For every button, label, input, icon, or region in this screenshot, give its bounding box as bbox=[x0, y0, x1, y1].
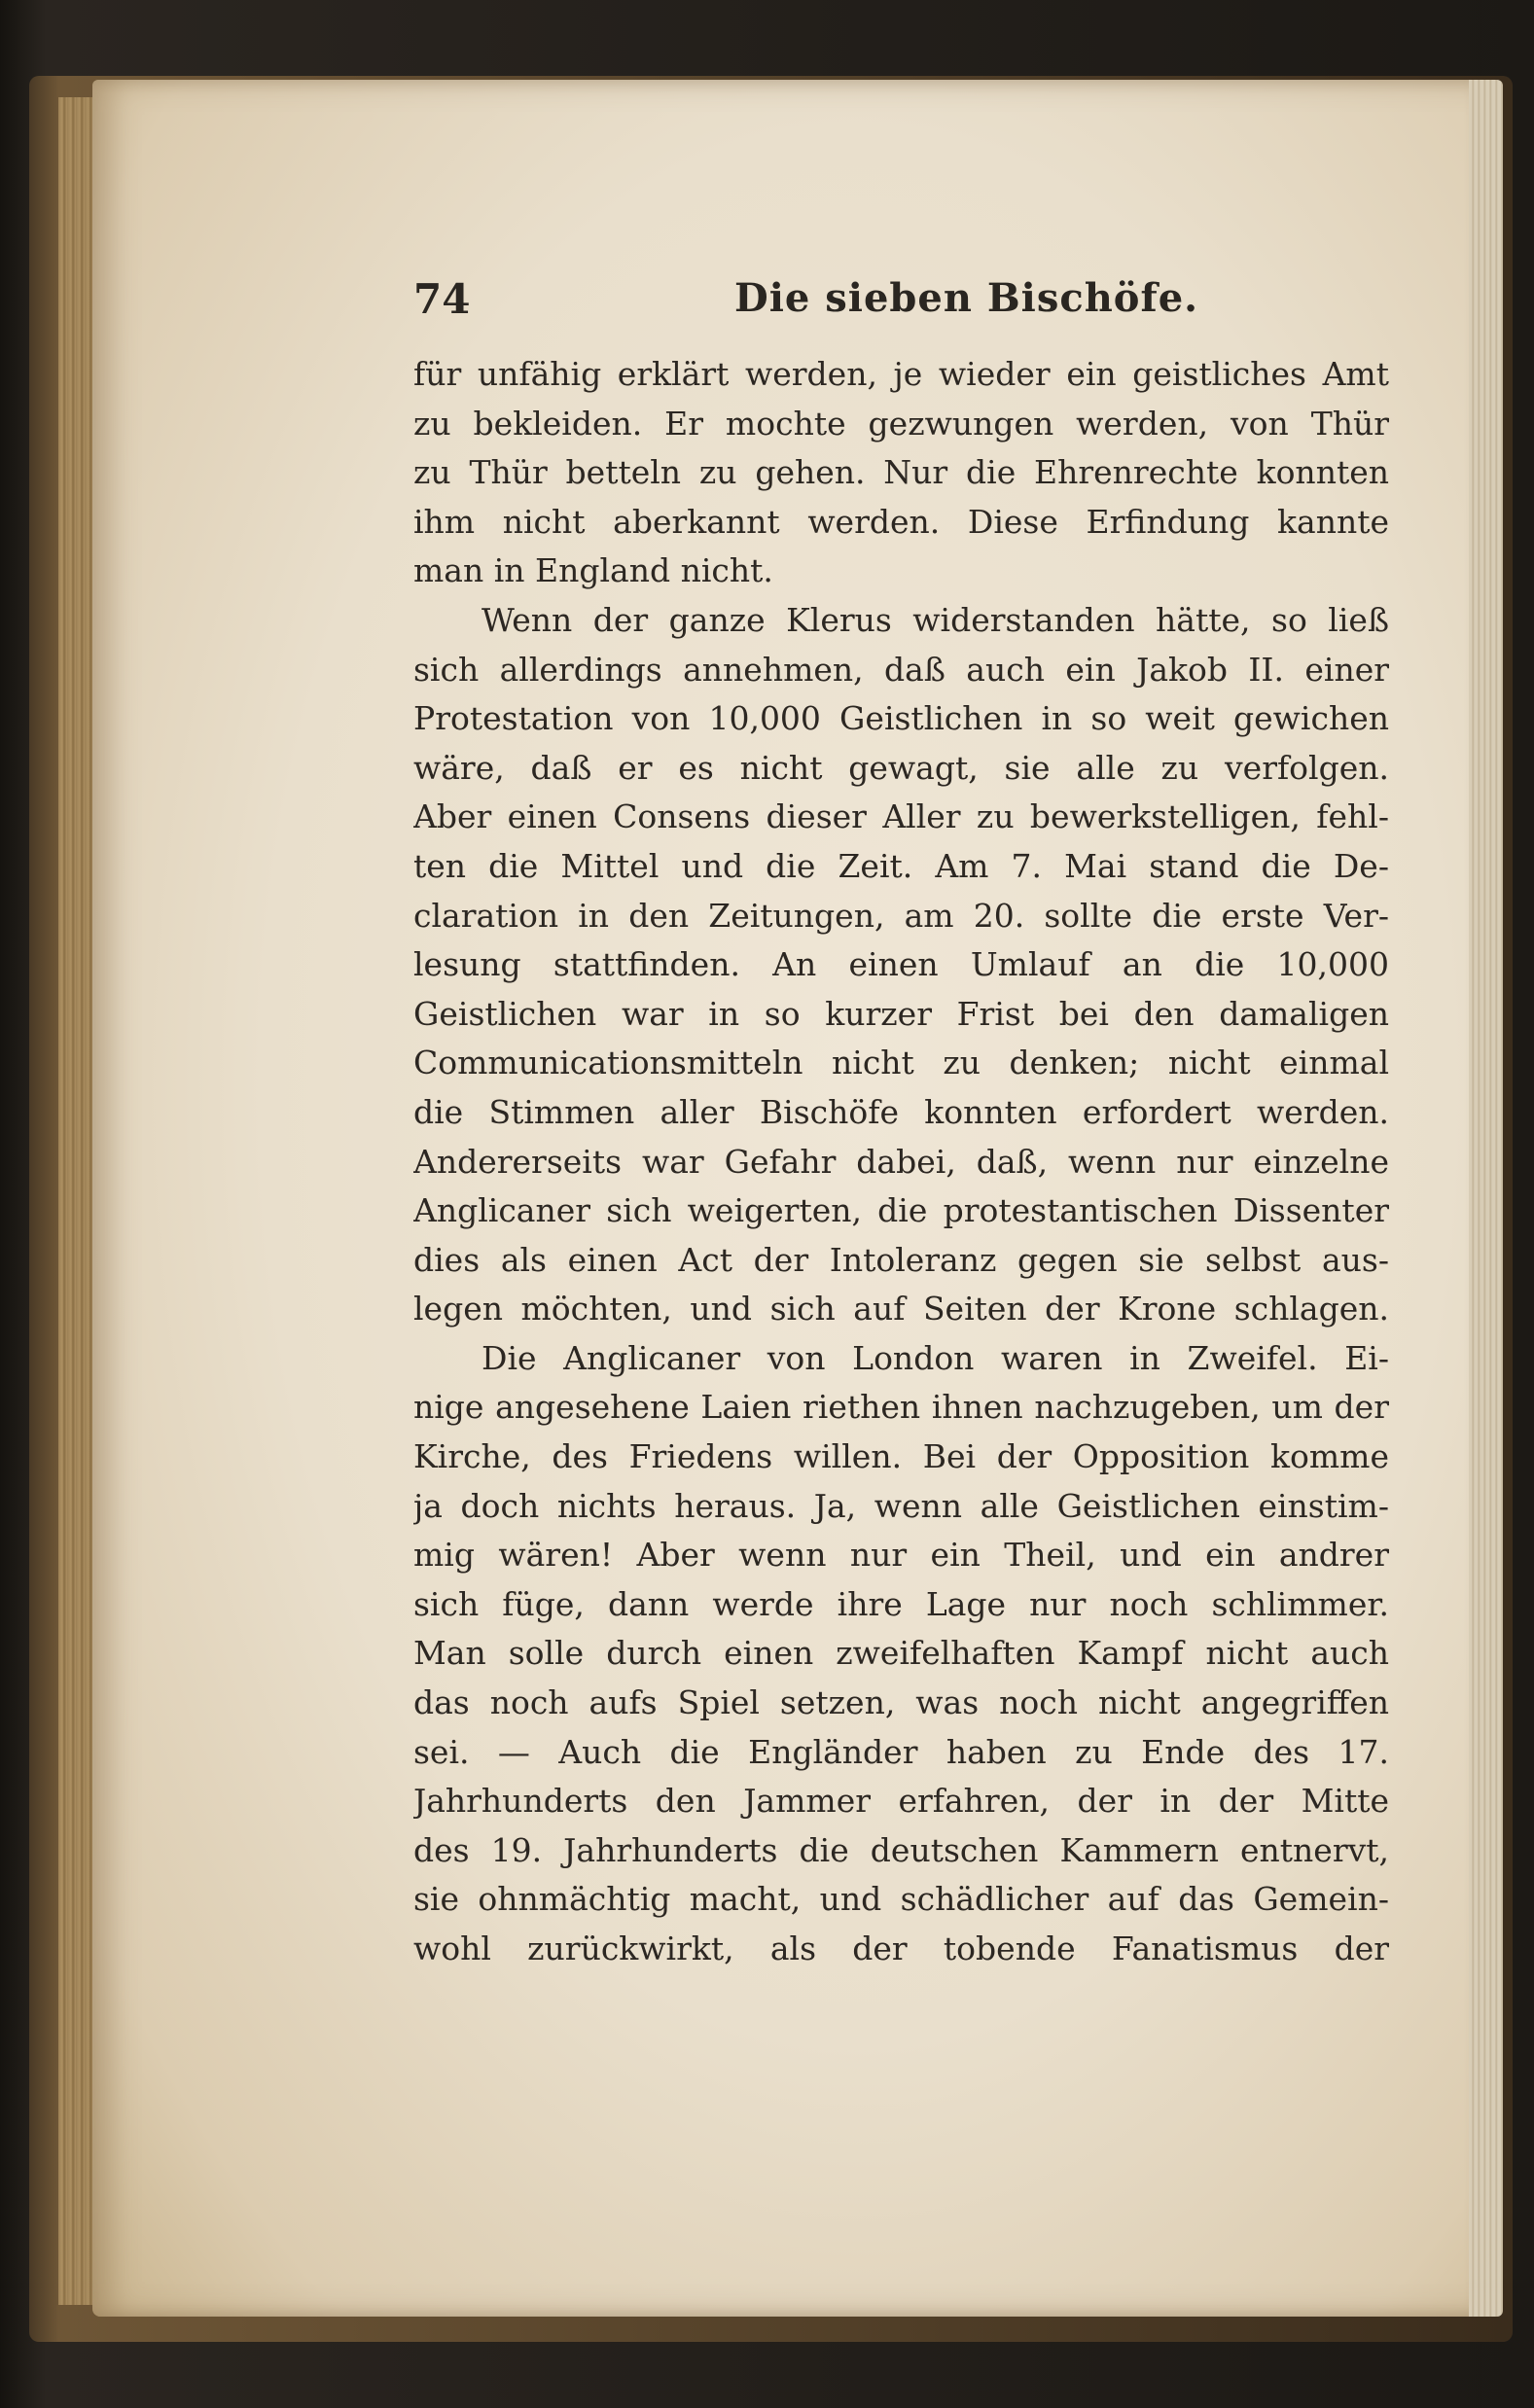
text-line: sich füge, dann werde ihre Lage nur noch schlimmer. bbox=[413, 1584, 1389, 1623]
paragraph bbox=[413, 596, 1389, 1334]
text-line: lesung stattfinden. An einen Umlauf an die 10,000 bbox=[413, 945, 1389, 984]
text-line: dies als einen Act der Intoleranz gegen sie selbst aus- bbox=[413, 1240, 1389, 1279]
text-line: nige angesehene Laien riethen ihnen nachzugeben, um der bbox=[413, 1388, 1389, 1427]
text-line: ja doch nichts heraus. Ja, wenn alle Geistlichen einstim- bbox=[413, 1486, 1389, 1525]
text-line: sei. — Auch die Engländer haben zu Ende des 17. bbox=[413, 1732, 1389, 1771]
text-line: Man solle durch einen zweifelhaften Kampf nicht auch bbox=[413, 1634, 1389, 1673]
text-line: Anglicaner sich weigerten, die protestantischen Dissenter bbox=[413, 1191, 1389, 1230]
text-line: ihm nicht aberkannt werden. Diese Erfindung kannte bbox=[413, 502, 1389, 541]
text-line: zu Thür betteln zu gehen. Nur die Ehrenrechte konnten bbox=[413, 453, 1389, 492]
body-text bbox=[413, 350, 1389, 1974]
paragraph bbox=[413, 1334, 1389, 1974]
text-line: des 19. Jahrhunderts die deutschen Kammern entnervt, bbox=[413, 1830, 1389, 1869]
paragraph bbox=[413, 350, 1389, 596]
text-line: Geistlichen war in so kurzer Frist bei den damaligen bbox=[413, 994, 1389, 1033]
text-line: Jahrhunderts den Jammer erfahren, der in der Mitte bbox=[413, 1782, 1389, 1821]
page-header bbox=[413, 275, 1386, 334]
text-line: wohl zurückwirkt, als der tobende Fanatismus der bbox=[413, 1930, 1389, 1967]
text-line: für unfähig erklärt werden, je wieder ein geistliches Amt bbox=[413, 355, 1389, 393]
text-line: mig wären! Aber wenn nur ein Theil, und ein andrer bbox=[413, 1536, 1389, 1575]
text-line: sie ohnmächtig macht, und schädlicher auf das Gemein- bbox=[413, 1880, 1389, 1919]
text-line: legen möchten, und sich auf Seiten der Krone schlagen. bbox=[413, 1290, 1389, 1328]
text-line: Communicationsmitteln nicht zu denken; nicht einmal bbox=[413, 1044, 1389, 1082]
text-line: man in England nicht. bbox=[413, 551, 773, 590]
text-line: Protestation von 10,000 Geistlichen in so weit gewichen bbox=[413, 699, 1389, 738]
page-number: 74 bbox=[413, 275, 471, 323]
text-line: Andererseits war Gefahr dabei, daß, wenn nur einzelne bbox=[413, 1142, 1389, 1181]
text-line: sich allerdings annehmen, daß auch ein Jakob II. einer bbox=[413, 650, 1389, 689]
text-line: Aber einen Consens dieser Aller zu bewerkstelligen, fehl- bbox=[413, 797, 1389, 836]
text-line: die Stimmen aller Bischöfe konnten erfordert werden. bbox=[413, 1092, 1389, 1131]
text-line: wäre, daß er es nicht gewagt, sie alle zu verfolgen. bbox=[413, 748, 1389, 787]
page-edges-right bbox=[1469, 80, 1503, 2317]
text-line: Wenn der ganze Klerus widerstanden hätte, so ließ bbox=[482, 600, 1389, 639]
text-line: Die Anglicaner von London waren in Zweifel. Ei- bbox=[482, 1338, 1389, 1377]
text-line: Kirche, des Friedens willen. Bei der Opposition komme bbox=[413, 1437, 1389, 1476]
text-line: claration in den Zeitungen, am 20. sollte die erste Ver- bbox=[413, 896, 1389, 935]
text-line: zu bekleiden. Er mochte gezwungen werden, von Thür bbox=[413, 404, 1389, 443]
text-line: ten die Mittel und die Zeit. Am 7. Mai stand die De- bbox=[413, 846, 1389, 885]
running-head: Die sieben Bischöfe. bbox=[734, 275, 1199, 321]
text-line: das noch aufs Spiel setzen, was noch nicht angegriffen bbox=[413, 1683, 1389, 1722]
